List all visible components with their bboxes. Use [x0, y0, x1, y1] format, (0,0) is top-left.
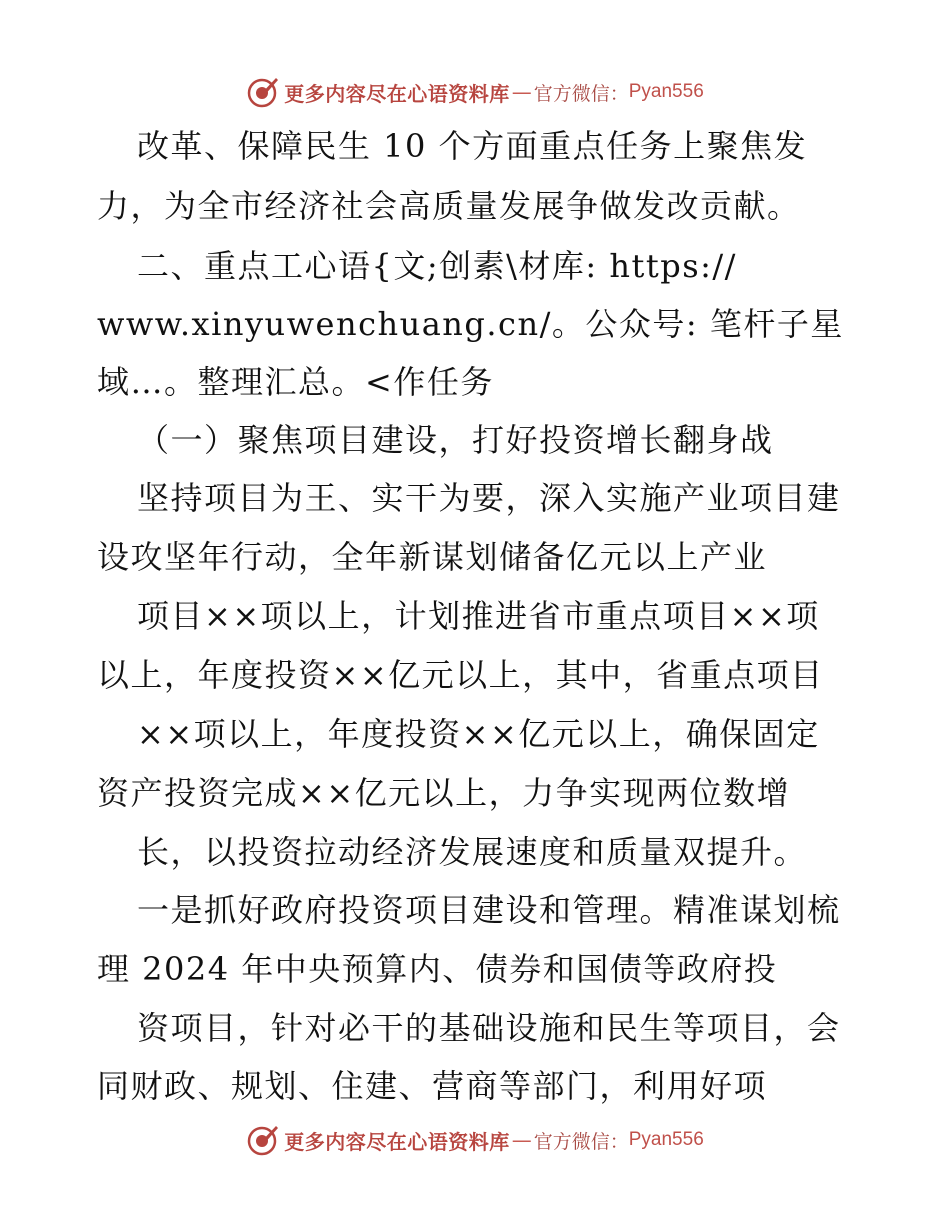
text-line: 以上，年度投资××亿元以上，其中，省重点项目: [97, 656, 824, 694]
watermark-label: 官方微信：: [533, 1130, 629, 1153]
text-line: 坚持项目为王、实干为要，深入实施产业项目建: [137, 479, 841, 517]
watermark-dash: —: [511, 80, 532, 104]
text-line: 资项目，针对必干的基础设施和民生等项目，会: [137, 1009, 841, 1047]
quill-logo-icon: [246, 75, 280, 109]
watermark-wechat: Pyan556: [628, 81, 704, 102]
text-line: 资产投资完成××亿元以上，力争实现两位数增: [97, 774, 791, 812]
section-heading: （一）聚焦项目建设，打好投资增长翻身战: [137, 421, 774, 459]
text-line: 长，以投资拉动经济发展速度和质量双提升。: [137, 833, 808, 871]
text-line: 二、重点工心语{文;创素\材库: https://: [137, 247, 737, 285]
text-line: 同财政、规划、住建、营商等部门，利用好项: [97, 1067, 768, 1105]
text-line: ××项以上，年度投资××亿元以上，确保固定: [137, 715, 820, 753]
text-line: 域…。整理汇总。<作任务: [97, 363, 494, 401]
footer-watermark: [0, 1120, 950, 1160]
text-line: 力，为全市经济社会高质量发展争做发改贡献。: [97, 187, 801, 225]
watermark-label: 官方微信：: [533, 82, 629, 105]
header-watermark: [0, 72, 950, 112]
quill-logo-icon: [246, 1123, 280, 1157]
text-line: www.xinyuwenchuang.cn/。公众号: 笔杆子星: [97, 305, 844, 343]
watermark-brand: 更多内容尽在心语资料库: [284, 81, 510, 106]
text-line: 理 2024 年中央预算内、债券和国债等政府投: [97, 950, 778, 988]
text-line: 设攻坚年行动，全年新谋划储备亿元以上产业: [97, 538, 768, 576]
watermark-brand: 更多内容尽在心语资料库: [284, 1129, 510, 1154]
text-line: 改革、保障民生 10 个方面重点任务上聚焦发: [137, 127, 808, 165]
watermark-dash: —: [511, 1128, 532, 1152]
text-line: 项目××项以上，计划推进省市重点项目××项: [137, 597, 820, 635]
text-line: 一是抓好政府投资项目建设和管理。精准谋划梳: [137, 891, 841, 929]
watermark-wechat: Pyan556: [628, 1129, 704, 1150]
